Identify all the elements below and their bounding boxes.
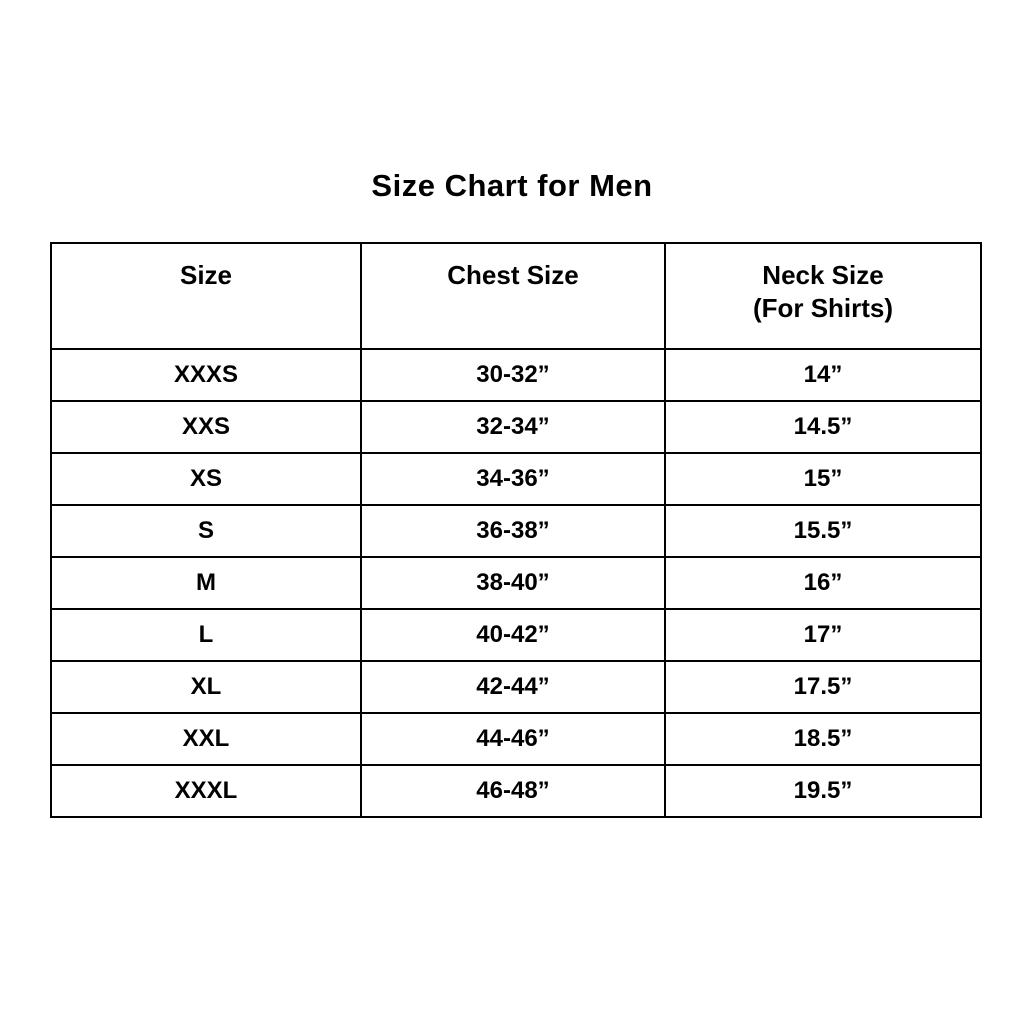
neck-size-cell: 17” — [665, 609, 981, 661]
neck-size-cell: 14” — [665, 349, 981, 401]
table-row — [51, 661, 981, 713]
neck-size-cell: 16” — [665, 557, 981, 609]
chest-size-cell: 46-48” — [361, 765, 665, 817]
size-cell: S — [51, 505, 361, 557]
column-header-sublabel: (For Shirts) — [752, 293, 894, 323]
neck-size-cell: 15.5” — [665, 505, 981, 557]
column-header-neck-size — [665, 243, 981, 349]
table-row — [51, 765, 981, 817]
table-row — [51, 453, 981, 505]
chest-size-cell: 38-40” — [361, 557, 665, 609]
table-row — [51, 349, 981, 401]
column-header-label: Neck Size — [762, 260, 884, 290]
column-header-label: Size — [179, 260, 233, 290]
table-row — [51, 609, 981, 661]
chest-size-cell: 36-38” — [361, 505, 665, 557]
table-row — [51, 713, 981, 765]
chest-size-cell: 42-44” — [361, 661, 665, 713]
chest-size-cell: 34-36” — [361, 453, 665, 505]
size-cell: XS — [51, 453, 361, 505]
size-cell: L — [51, 609, 361, 661]
column-header-chest-size — [361, 243, 665, 349]
neck-size-cell: 14.5” — [665, 401, 981, 453]
neck-size-cell: 19.5” — [665, 765, 981, 817]
table-row — [51, 401, 981, 453]
size-cell: XXXL — [51, 765, 361, 817]
column-header-size — [51, 243, 361, 349]
size-cell: XL — [51, 661, 361, 713]
size-cell: XXL — [51, 713, 361, 765]
neck-size-cell: 18.5” — [665, 713, 981, 765]
chest-size-cell: 30-32” — [361, 349, 665, 401]
size-cell: XXS — [51, 401, 361, 453]
page-title: Size Chart for Men — [371, 168, 653, 203]
size-cell: M — [51, 557, 361, 609]
chest-size-cell: 32-34” — [361, 401, 665, 453]
table-row — [51, 505, 981, 557]
size-table — [50, 242, 982, 818]
table-row — [51, 557, 981, 609]
size-cell: XXXS — [51, 349, 361, 401]
neck-size-cell: 15” — [665, 453, 981, 505]
chest-size-cell: 44-46” — [361, 713, 665, 765]
table-header-row — [51, 243, 981, 349]
chest-size-cell: 40-42” — [361, 609, 665, 661]
neck-size-cell: 17.5” — [665, 661, 981, 713]
column-header-label: Chest Size — [447, 260, 579, 290]
